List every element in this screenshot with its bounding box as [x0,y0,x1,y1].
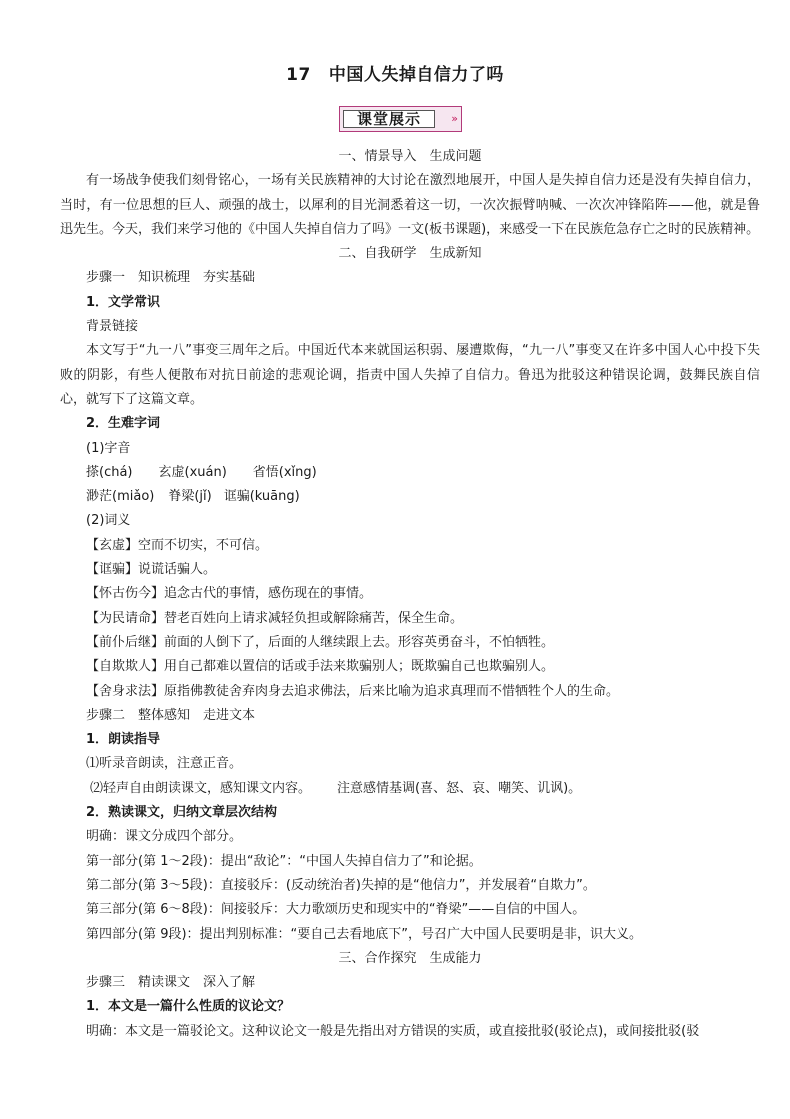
term-entry [60,558,760,582]
pron-item: 搽(chá) [86,464,133,480]
term-word: 【自欺欺人】 [86,659,165,675]
structure-part: 第四部分(第 9段)：提出判别标准：“要自己去看地底下”，号召广大中国人民要明是非，识大义。 [86,926,643,942]
question-1-answer: 明确：本文是一篇驳论文。这种议论文一般是先指出对方错误的实质，或直接批驳(驳论点)，或间接批驳(驳 [86,1023,700,1039]
term-entry [60,582,760,606]
pron-item: 玄虚(xuán) [158,464,227,480]
pron-item: 省悟(xǐng) [252,464,317,480]
term-word: 【怀古伤今】 [86,586,165,602]
pronunciation-heading: (1)字音 [86,440,131,456]
pronunciation-row-1 [60,461,760,485]
term-definition: 前面的人倒下了，后面的人继续跟上去。形容英勇奋斗，不怕牺牲。 [164,634,555,650]
pron-item: 诓骗(kuāng) [223,489,300,505]
section-heading-3: 三、合作探究 生成能力 [338,950,482,966]
term-word: 【诓骗】 [86,562,139,578]
reading-item-2-note: 注意感情基调(喜、怒、哀、嘲笑、讥讽)。 [337,780,582,796]
term-word: 【舍身求法】 [86,683,165,699]
section-banner [339,106,462,132]
document-body [60,145,760,1044]
double-arrow-icon: » [451,112,456,125]
structure-part: 第二部分(第 3～5段)：直接驳斥：(反动统治者)失掉的是“他信力”，并发展着“自欺力”。 [86,877,596,893]
structure-heading: 2．熟读课文，归纳文章层次结构 [86,805,278,821]
section-heading-2: 二、自我研学 生成新知 [338,246,482,262]
meaning-heading: (2)词义 [86,513,131,529]
term-word: 【玄虚】 [86,537,139,553]
step-one-heading: 步骤一 知识梳理 夯实基础 [86,270,256,286]
term-definition: 替老百姓向上请求减轻负担或解除痛苦，保全生命。 [164,610,464,626]
section-heading-1: 一、情景导入 生成问题 [338,149,482,164]
question-1: 1．本文是一篇什么性质的议论文？ [86,999,291,1015]
lesson-title: 中国人失掉自信力了吗 [328,65,504,85]
term-entry [60,631,760,655]
pron-item: 脊梁(jǐ) [168,489,212,505]
term-definition: 说谎话骗人。 [138,562,217,578]
term-definition: 用自己都难以置信的话或手法来欺骗别人；既欺骗自己也欺骗别人。 [164,659,555,675]
term-definition: 空而不切实，不可信。 [138,537,269,553]
background-heading: 背景链接 [86,319,139,335]
pronunciation-row-2 [60,485,760,509]
banner-label: 课堂展示 [343,110,435,128]
reading-item-2-text: ⑵轻声自由朗读课文，感知课文内容。 [90,780,312,796]
intro-paragraph: 有一场战争使我们刻骨铭心，一场有关民族精神的大讨论在激烈地展开，中国人是失掉自信力还是没有失掉自信力，当时，有一位思想的巨人、顽强的战士，以犀利的目光洞悉着这一切，一次次振臂呐喊、一次次冲锋陷阵——他，就是鲁迅先生。今天，我们来学习他的《中国人失掉自信力了吗》一文(板书课题)，来感受一下在民族危急存亡之时的民族精神。 [60,173,760,237]
term-definition: 原指佛教徒舍弃肉身去追求佛法，后来比喻为追求真理而不惜牺牲个人的生命。 [164,683,620,699]
step-two-heading: 步骤二 整体感知 走进文本 [86,707,256,723]
term-entry [60,655,760,679]
vocab-heading: 2．生难字词 [86,416,161,432]
reading-item-1: ⑴听录音朗读，注意正音。 [86,756,243,772]
term-definition: 追念古代的事情，感伤现在的事情。 [164,586,373,602]
term-entry [60,534,760,558]
structure-part: 第一部分(第 1～2段)：提出“敌论”：“中国人失掉自信力了”和论据。 [86,853,482,869]
term-word: 【前仆后继】 [86,634,165,650]
lesson-number: 17 [286,65,311,85]
term-word: 【为民请命】 [86,610,165,626]
structure-part: 第三部分(第 6～8段)：间接驳斥：大力歌颂历史和现实中的“脊梁”——自信的中国人。 [86,902,586,918]
page-title [0,60,790,85]
literature-heading: 1．文学常识 [86,294,161,310]
structure-intro: 明确：课文分成四个部分。 [86,829,243,845]
term-entry [60,680,760,704]
background-paragraph: 本文写于“九一八”事变三周年之后。中国近代本来就国运积弱、屡遭欺侮，“九一八”事变又在许多中国人心中投下失败的阴影，有些人便散布对抗日前途的悲观论调，指责中国人失掉了自信力。鲁迅为批驳这种错误论调，鼓舞民族自信心，就写下了这篇文章。 [60,343,760,407]
reading-item-2 [60,777,760,801]
pron-item: 渺茫(miǎo) [86,489,155,505]
step-three-heading: 步骤三 精读课文 深入了解 [86,975,256,991]
reading-heading: 1．朗读指导 [86,732,161,748]
term-entry [60,607,760,631]
